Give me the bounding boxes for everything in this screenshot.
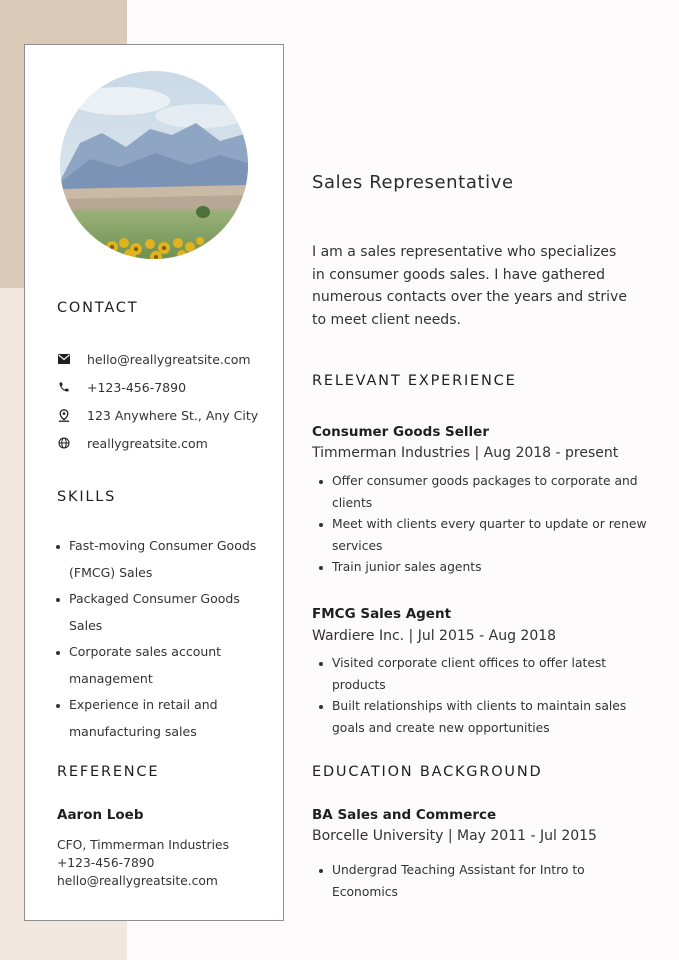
profile-summary: I am a sales representative who specializes in consumer goods sales. I have gathered numerous contacts over the years and strive to meet client needs. bbox=[312, 244, 627, 328]
job-bullet: Offer consumer goods packages to corporate and clients bbox=[318, 471, 658, 514]
contact-email bbox=[57, 351, 251, 367]
contact-heading: CONTACT bbox=[57, 300, 139, 316]
job-bullets bbox=[318, 471, 658, 579]
skill-item: Packaged Consumer Goods Sales bbox=[55, 586, 277, 639]
contact-phone-text: +123-456-7890 bbox=[87, 379, 187, 395]
education-heading: EDUCATION BACKGROUND bbox=[312, 764, 543, 780]
job-bullet: Built relationships with clients to maintain sales goals and create new opportunities bbox=[318, 696, 658, 739]
skill-item: Fast-moving Consumer Goods (FMCG) Sales bbox=[55, 533, 277, 586]
contact-email-text: hello@reallygreatsite.com bbox=[87, 351, 251, 367]
skills-list bbox=[55, 533, 277, 745]
job-bullet: Meet with clients every quarter to update or renew services bbox=[318, 514, 658, 557]
skill-item: Experience in retail and manufacturing sales bbox=[55, 692, 277, 745]
phone-icon bbox=[57, 380, 71, 394]
reference-phone: +123-456-7890 bbox=[57, 856, 155, 870]
skills-heading: SKILLS bbox=[57, 489, 117, 505]
globe-icon bbox=[57, 436, 71, 450]
sidebar-panel bbox=[24, 44, 284, 921]
experience-heading: RELEVANT EXPERIENCE bbox=[312, 373, 517, 389]
education-bullets bbox=[318, 860, 608, 903]
reference-email: hello@reallygreatsite.com bbox=[57, 874, 218, 888]
contact-website-text: reallygreatsite.com bbox=[87, 435, 208, 451]
reference-heading: REFERENCE bbox=[57, 764, 160, 780]
contact-address bbox=[57, 407, 258, 423]
contact-website bbox=[57, 435, 208, 451]
contact-address-text: 123 Anywhere St., Any City bbox=[87, 407, 259, 423]
job-bullets bbox=[318, 653, 658, 739]
envelope-icon bbox=[57, 352, 71, 366]
job-role: FMCG Sales Agent bbox=[312, 606, 452, 622]
education-bullet: Undergrad Teaching Assistant for Intro to Economics bbox=[318, 860, 608, 903]
education-degree: BA Sales and Commerce bbox=[312, 807, 497, 823]
job-company-dates: Wardiere Inc. | Jul 2015 - Aug 2018 bbox=[312, 628, 557, 644]
job-bullet: Train junior sales agents bbox=[318, 557, 658, 579]
education-school-dates: Borcelle University | May 2011 - Jul 2015 bbox=[312, 828, 597, 844]
contact-phone bbox=[57, 379, 186, 395]
skill-item: Corporate sales account management bbox=[55, 639, 277, 692]
job-company-dates: Timmerman Industries | Aug 2018 - present bbox=[312, 445, 619, 461]
reference-name: Aaron Loeb bbox=[57, 807, 144, 823]
location-pin-icon bbox=[57, 408, 71, 422]
landscape-photo bbox=[60, 71, 248, 259]
reference-position: CFO, Timmerman Industries bbox=[57, 838, 229, 852]
job-bullet: Visited corporate client offices to offer latest products bbox=[318, 653, 658, 696]
job-role: Consumer Goods Seller bbox=[312, 424, 489, 440]
job-title-heading: Sales Representative bbox=[312, 172, 514, 193]
